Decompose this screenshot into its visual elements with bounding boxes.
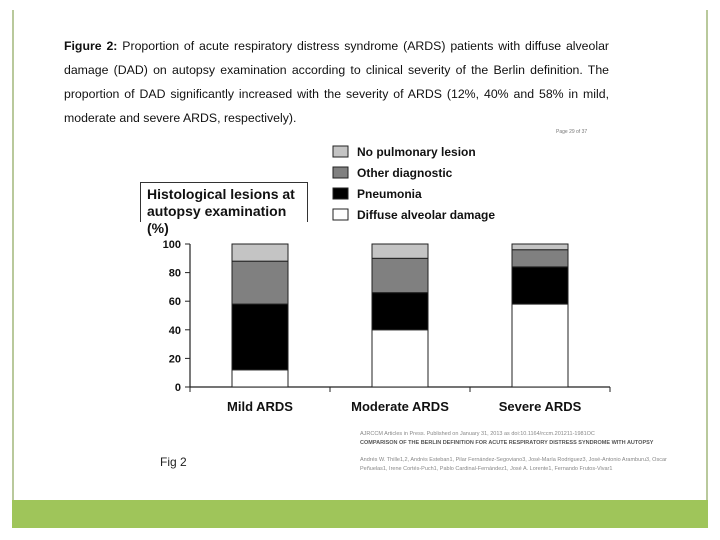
y-tick-label: 80 (168, 267, 181, 280)
panel-title: Histological lesions at autopsy examination (%) (140, 182, 308, 222)
caption-text: Proportion of acute respiratory distress syndrome (ARDS) patients with diffuse alveolar damage (DAD) on autopsy examination according to clinical severity of the Berlin definition. The proportion of DAD significantly increased with the severity of ARDS (12%, 40% and 58% in mild, moderate and severe ARDS, respectively). (64, 39, 610, 125)
bar-segment (372, 258, 428, 292)
legend-label: No pulmonary lesion (357, 145, 476, 159)
bar-segment (232, 244, 288, 261)
reference-block (360, 430, 690, 474)
category-label: Mild ARDS (227, 399, 293, 414)
bar-segment (372, 330, 428, 387)
legend-label: Diffuse alveolar damage (357, 208, 496, 222)
bar-segment (232, 304, 288, 370)
legend-label: Pneumonia (357, 187, 422, 201)
page-note: Page 29 of 37 (556, 129, 588, 135)
y-tick-label: 0 (174, 382, 181, 394)
bar-segment (512, 244, 568, 250)
legend-swatch (333, 146, 348, 157)
legend-swatch (333, 209, 348, 220)
category-label: Moderate ARDS (351, 399, 449, 414)
bar-segment (512, 267, 568, 304)
legend-label: Other diagnostic (357, 166, 453, 180)
caption-label: Figure 2: (64, 39, 118, 53)
reference-line-2: COMPARISON OF THE BERLIN DEFINITION FOR ACUTE RESPIRATORY DISTRESS SYNDROME WITH AUTOPSY (360, 440, 654, 446)
category-label: Severe ARDS (498, 399, 582, 414)
legend-swatch (333, 188, 348, 199)
legend-swatch (333, 167, 348, 178)
bar-segment (232, 370, 288, 387)
bar-segment (232, 261, 288, 304)
fig-label: Fig 2 (160, 455, 187, 469)
y-tick-label: 100 (162, 239, 181, 251)
y-tick-label: 40 (168, 324, 181, 337)
bar-segment (372, 244, 428, 258)
reference-line-1: AJRCCM Articles in Press. Published on January 31, 2013 as doi:10.1164/rccm.201211-1981OC (360, 431, 595, 437)
bar-segment (512, 304, 568, 387)
y-tick-label: 60 (168, 296, 181, 309)
y-tick-label: 20 (168, 353, 181, 366)
bar-segment (372, 293, 428, 330)
bar-segment (512, 250, 568, 267)
reference-line-3: Andrés W. Thille1,2, Andrés Esteban1, Pilar Fernández-Segoviano3, José-María Rodriguez3, José-Antonio Aramburu3, Oscar Peñuelas1, Irene Cortés-Puch1, Pablo Cardinal-Fernández1, José A. Lorente1, Fernando Frutos-Vivar1 (360, 457, 667, 472)
